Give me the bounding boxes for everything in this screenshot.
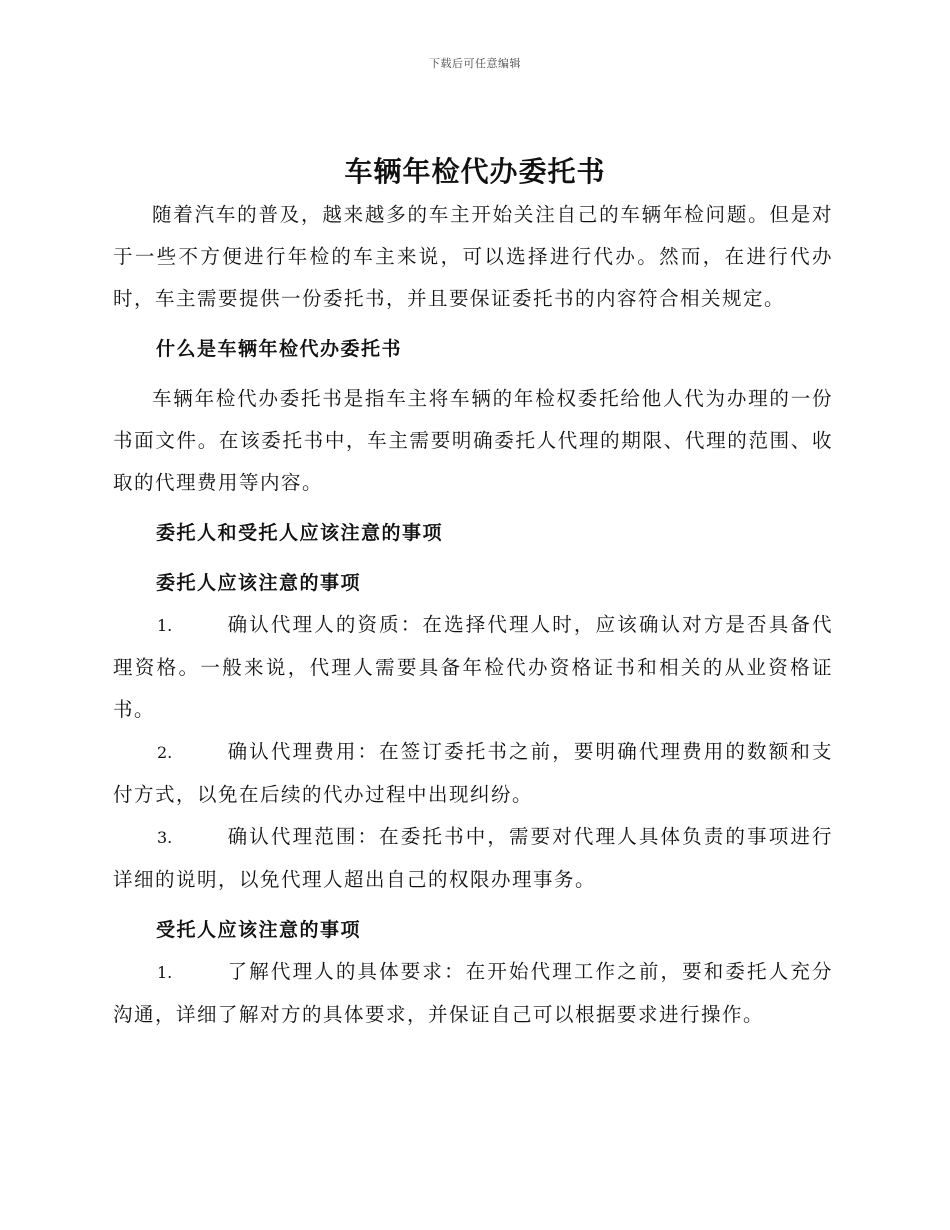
list-item	[113, 951, 833, 1036]
list-text: 确认代理范围：在委托书中，需要对代理人具体负责的事项进行详细的说明，以免代理人超出自己的权限办理事务。	[113, 825, 833, 891]
list-text: 确认代理费用：在签订委托书之前，要明确代理费用的数额和支付方式，以免在后续的代办过程中出现纠纷。	[113, 740, 833, 806]
list-text: 确认代理人的资质：在选择代理人时，应该确认对方是否具备代理资格。一般来说，代理人需要具备年检代办资格证书和相关的从业资格证书。	[113, 613, 833, 721]
section-heading-definition: 什么是车辆年检代办委托书	[156, 338, 403, 360]
section-heading-principal-notes: 委托人应该注意的事项	[156, 572, 362, 594]
list-text: 了解代理人的具体要求：在开始代理工作之前，要和委托人充分沟通，详细了解对方的具体要求，并保证自己可以根据要求进行操作。	[113, 960, 833, 1026]
list-number: 2.	[157, 743, 173, 762]
section-heading-agent-notes: 受托人应该注意的事项	[156, 919, 362, 941]
list-item	[113, 731, 833, 816]
list-item	[113, 816, 833, 901]
definition-paragraph: 车辆年检代办委托书是指车主将车辆的年检权委托给他人代为办理的一份书面文件。在该委托书中，车主需要明确委托人代理的期限、代理的范围、收取的代理费用等内容。	[113, 387, 833, 494]
intro-paragraph: 随着汽车的普及，越来越多的车主开始关注自己的车辆年检问题。但是对于一些不方便进行年检的车主来说，可以选择进行代办。然而，在进行代办时，车主需要提供一份委托书，并且要保证委托书的内容符合相关规定。	[113, 203, 833, 310]
list-number: 1.	[157, 963, 173, 982]
list-number: 3.	[157, 828, 173, 847]
document-body	[113, 194, 833, 1036]
list-number: 1.	[157, 616, 173, 635]
document-title: 车辆年检代办委托书	[344, 155, 606, 188]
page-header: 下载后可任意编辑	[429, 57, 521, 70]
section-heading-notes: 委托人和受托人应该注意的事项	[156, 522, 444, 544]
list-item	[113, 604, 833, 731]
